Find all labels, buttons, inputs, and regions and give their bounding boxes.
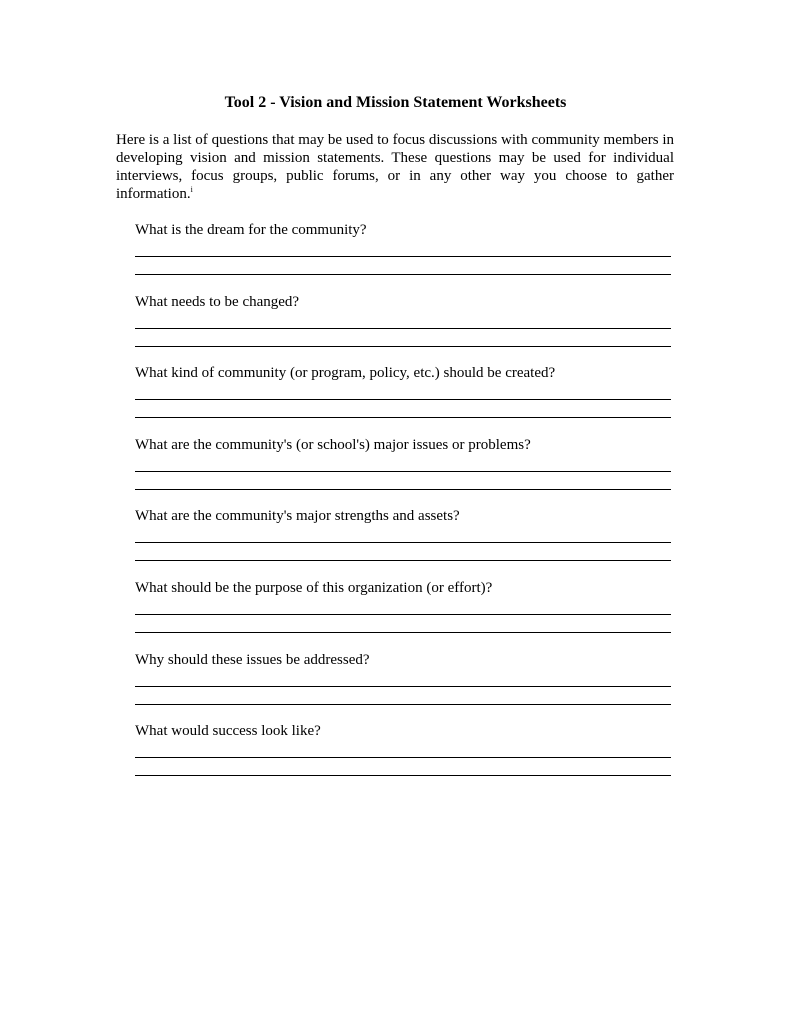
- answer-line[interactable]: [135, 704, 671, 705]
- answer-line[interactable]: [135, 346, 671, 347]
- answer-line[interactable]: [135, 757, 671, 758]
- question-text: What are the community's major strengths and assets?: [135, 508, 460, 525]
- answer-line[interactable]: [135, 775, 671, 776]
- answer-line[interactable]: [135, 489, 671, 490]
- answer-line[interactable]: [135, 328, 671, 329]
- question-text: What needs to be changed?: [135, 293, 300, 310]
- question-item: [135, 507, 671, 579]
- question-text: What kind of community (or program, policy, etc.) should be created?: [135, 365, 556, 382]
- intro-text: Here is a list of questions that may be used to focus discussions with community members in developing vision and mission statements. These questions may be used for individual interviews, focus groups, public forums, or in any other way you choose to gather information.: [116, 132, 674, 202]
- question-item: [135, 651, 671, 723]
- question-item: [135, 436, 671, 508]
- question-item: [135, 579, 671, 651]
- answer-line[interactable]: [135, 614, 671, 615]
- footnote-marker: i: [190, 185, 193, 194]
- question-item: [135, 221, 671, 293]
- question-text: Why should these issues be addressed?: [135, 651, 370, 668]
- question-item: [135, 293, 671, 365]
- question-text: What would success look like?: [135, 723, 321, 740]
- answer-line[interactable]: [135, 256, 671, 257]
- question-item: [135, 722, 671, 794]
- answer-line[interactable]: [135, 632, 671, 633]
- question-list: [135, 221, 671, 794]
- page-title: Tool 2 - Vision and Mission Statement Worksheets: [224, 94, 567, 111]
- intro-paragraph: [116, 131, 674, 203]
- answer-line[interactable]: [135, 686, 671, 687]
- answer-line[interactable]: [135, 399, 671, 400]
- answer-line[interactable]: [135, 417, 671, 418]
- answer-line[interactable]: [135, 274, 671, 275]
- question-text: What should be the purpose of this organization (or effort)?: [135, 579, 493, 596]
- answer-line[interactable]: [135, 542, 671, 543]
- answer-line[interactable]: [135, 471, 671, 472]
- question-text: What are the community's (or school's) major issues or problems?: [135, 436, 531, 453]
- question-text: What is the dream for the community?: [135, 222, 367, 238]
- answer-line[interactable]: [135, 560, 671, 561]
- question-item: [135, 364, 671, 436]
